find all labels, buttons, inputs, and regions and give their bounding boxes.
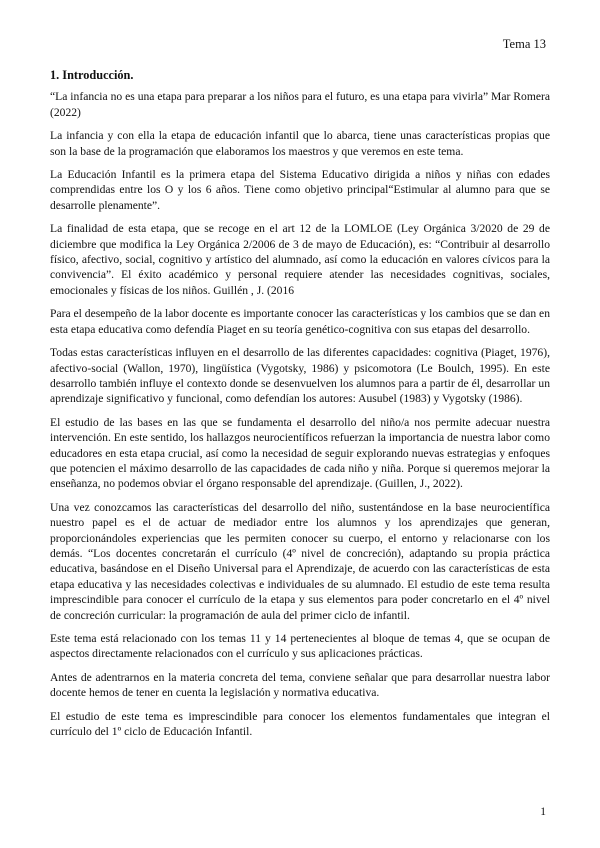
page-number: 1 <box>540 806 546 818</box>
paragraph: El estudio de las bases en las que se fundamenta el desarrollo del niño/a nos permite adecuar nuestra intervención. En este sentido, los hallazgos neurocientíficos refuerzan la importancia de nuestra labor como educadores en esta etapa crucial, así como la necesidad de seguir explorando nuevas estrategias y enfoques que potencien el máximo desarrollo de las capacidades de cada niño y niña. Porque si queremos mejorar la enseñanza, no podemos obviar el órgano responsable del aprendizaje. (Guillen, J., 2022). <box>50 415 550 491</box>
page-header-title: Tema 13 <box>502 37 546 51</box>
paragraph: La infancia y con ella la etapa de educación infantil que lo abarca, tiene unas características propias que son la base de la programación que elaboramos los maestros y que veremos en este tema. <box>50 129 550 158</box>
document-body <box>50 68 550 747</box>
paragraph: La finalidad de esta etapa, que se recoge en el art 12 de la LOMLOE (Ley Orgánica 3/2020 de 29 de diciembre que modifica la Ley Orgánica 2/2006 de 3 de mayo de Educación), es: “Contribuir al desarrollo físico, afectivo, social, cognitivo y artístico del alumnado, así como la educación en valores cívicos para la convivencia”. El éxito académico y personal requiere atender las necesidades cognitivas, sociales, emocionales y físicas de los niños. Guillén , J. (2016 <box>50 222 550 297</box>
section-heading: 1. Introducción. <box>50 68 134 82</box>
paragraph: La Educación Infantil es la primera etapa del Sistema Educativo dirigida a niños y niñas con edades comprendidas entre los O y los 6 años. Tiene como objetivo principal“Estimular al alumno para que se desarrolle plenamente”. <box>50 168 550 212</box>
paragraph: Este tema está relacionado con los temas 11 y 14 pertenecientes al bloque de temas 4, que se ocupan de aspectos directamente relacionados con el currículo y sus aplicaciones prácticas. <box>50 632 550 661</box>
paragraph: Una vez conozcamos las características del desarrollo del niño, sustentándose en la base neurocientífica nuestro papel es el de actuar de mediador entre los alumnos y los aprendizajes que generan, proporcionándoles experiencias que les permiten conocer su cuerpo, el entorno y relacionarse con los demás. “Los docentes concretarán el currículo (4º nivel de concreción), adaptando su propia práctica educativa, basándose en el Diseño Universal para el Aprendizaje, de acuerdo con las características de esta etapa educativa y las necesidades colectivas e individuales de su alumnado. El estudio de este tema resulta imprescindible para conocer el currículo de la etapa y sus elementos para poder concretarlo en el 4º nivel de concreción curricular: la programación de aula del primer ciclo de infantil. <box>50 500 550 622</box>
opening-quote: “La infancia no es una etapa para preparar a los niños para el futuro, es una etapa para vivirla” Mar Romera (2022) <box>50 90 550 119</box>
paragraph: El estudio de este tema es imprescindible para conocer los elementos fundamentales que integran el currículo del 1º ciclo de Educación Infantil. <box>50 709 550 739</box>
paragraph: Todas estas características influyen en el desarrollo de las diferentes capacidades: cognitiva (Piaget, 1976), afectivo-social (Wallon, 1970), lingüística (Vygotsky, 1986) y psicomotora (Le Boulch, 1995). En este desarrollo también influye el contexto donde se desenvuelven los alumnos para a partir de él, desarrollar un aprendizaje significativo y funcional, como defendían los autores: Ausubel (1983) y Vygotsky (1986). <box>50 346 550 406</box>
paragraph: Antes de adentrarnos en la materia concreta del tema, conviene señalar que para desarrollar nuestra labor docente hemos de tener en cuenta la legislación y normativa educativa. <box>50 670 550 700</box>
paragraph: Para el desempeño de la labor docente es importante conocer las características y los cambios que se dan en esta etapa educativa como defendía Piaget en su teoría genético-cognitiva con sus etapas del desarrollo. <box>50 307 550 336</box>
